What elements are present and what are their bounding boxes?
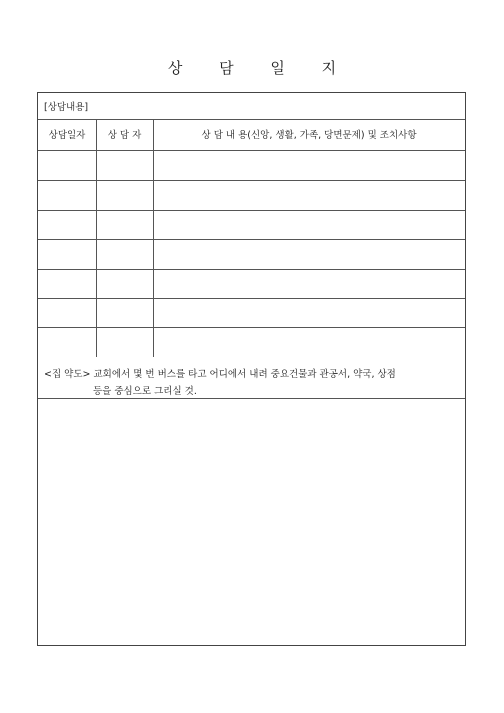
cell-content[interactable] bbox=[153, 151, 465, 180]
table-row bbox=[38, 327, 465, 356]
map-drawing-area[interactable] bbox=[38, 399, 465, 645]
cell-date[interactable] bbox=[38, 180, 96, 209]
table-row bbox=[38, 269, 465, 298]
cell-date[interactable] bbox=[38, 269, 96, 298]
cell-date[interactable] bbox=[38, 210, 96, 239]
cell-counselor[interactable] bbox=[96, 269, 153, 298]
cell-content[interactable] bbox=[153, 327, 465, 356]
cell-content[interactable] bbox=[153, 269, 465, 298]
table-row bbox=[38, 180, 465, 209]
cell-counselor[interactable] bbox=[96, 239, 153, 268]
cell-content[interactable] bbox=[153, 239, 465, 268]
row-divider bbox=[38, 210, 465, 211]
map-instruction bbox=[38, 357, 465, 399]
row-divider bbox=[38, 239, 465, 240]
column-header-date: 상담일자 bbox=[38, 120, 96, 151]
cell-counselor[interactable] bbox=[96, 298, 153, 327]
row-divider bbox=[38, 298, 465, 299]
row-divider bbox=[38, 269, 465, 270]
table-row bbox=[38, 298, 465, 327]
cell-date[interactable] bbox=[38, 151, 96, 180]
counseling-form bbox=[37, 92, 466, 646]
column-header-content: 상 담 내 용(신앙, 생활, 가족, 당면문제) 및 조치사항 bbox=[153, 120, 465, 151]
cell-content[interactable] bbox=[153, 210, 465, 239]
table-row bbox=[38, 239, 465, 268]
cell-counselor[interactable] bbox=[96, 210, 153, 239]
cell-content[interactable] bbox=[153, 180, 465, 209]
cell-counselor[interactable] bbox=[96, 327, 153, 356]
table-row bbox=[38, 151, 465, 180]
map-instruction-line1: <집 약도> 교회에서 몇 번 버스를 타고 어디에서 내려 중요건물과 관공서, 약국, 상점 bbox=[44, 369, 396, 380]
cell-date[interactable] bbox=[38, 327, 96, 356]
row-divider bbox=[38, 180, 465, 181]
cell-date[interactable] bbox=[38, 298, 96, 327]
cell-date[interactable] bbox=[38, 239, 96, 268]
map-instruction-line2: 등을 중심으로 그리실 것. bbox=[93, 386, 197, 397]
section-label: [상담내용] bbox=[38, 93, 465, 120]
column-header-counselor: 상 담 자 bbox=[96, 120, 153, 151]
table-row bbox=[38, 210, 465, 239]
row-divider bbox=[38, 327, 465, 328]
page-title: 상 담 일 지 bbox=[167, 59, 353, 77]
cell-content[interactable] bbox=[153, 298, 465, 327]
cell-counselor[interactable] bbox=[96, 180, 153, 209]
cell-counselor[interactable] bbox=[96, 151, 153, 180]
